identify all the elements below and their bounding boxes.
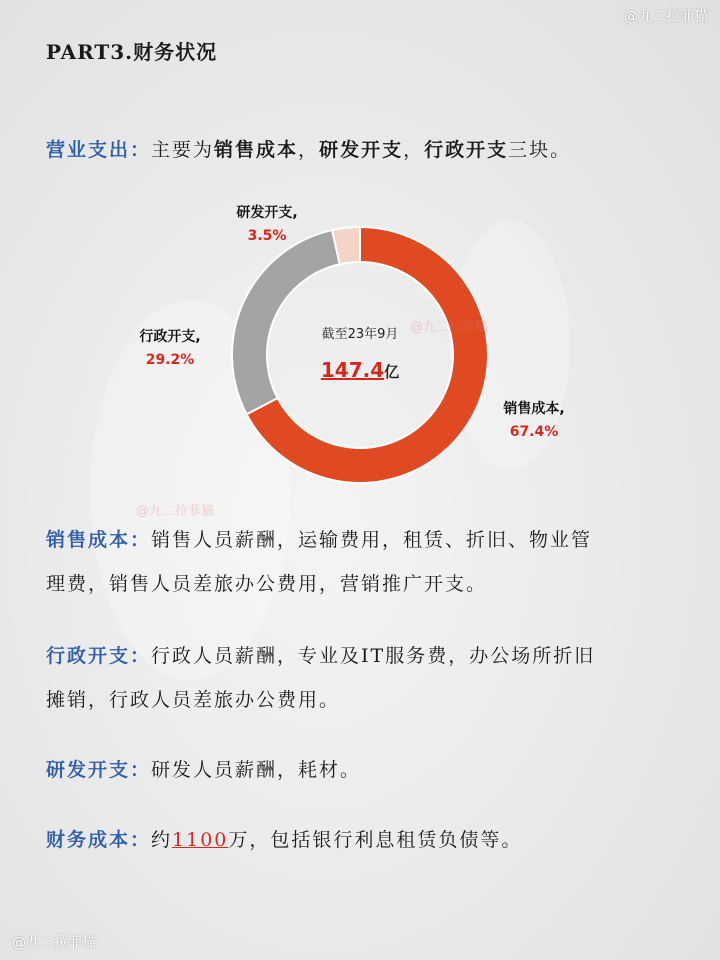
intro-sep-1: ，	[298, 139, 320, 161]
watermark-middle: @九二拉菲猫	[136, 504, 215, 519]
finance-amount: 1100	[172, 829, 229, 851]
slice-label-sales	[484, 398, 584, 440]
chart-center-date: 截至23年9月	[321, 327, 399, 342]
intro-sep-2: ，	[403, 139, 425, 161]
intro-text-a: 主要为	[151, 139, 215, 161]
intro-item-admin: 行政开支	[424, 139, 509, 161]
section-sales-label: 销售成本：	[46, 529, 152, 551]
intro-text-b: 三块。	[508, 139, 572, 161]
chart-center-total	[290, 358, 430, 382]
chart-center-value: 147.4	[320, 358, 385, 382]
finance-label: 财务成本：	[46, 829, 152, 851]
slice-name-rd: 研发开支,	[236, 205, 298, 221]
section-rd-line1: 研发人员薪酬，耗材。	[151, 759, 362, 781]
watermark-top: @九二拉菲猫	[624, 9, 708, 25]
section-admin-line1: 行政人员薪酬，专业及IT服务费，办公场所折旧	[151, 645, 596, 667]
slice-pct-rd: 3.5%	[247, 228, 287, 244]
section-sales-line2: 理费，销售人员差旅办公费用，营销推广开支。	[46, 573, 488, 595]
slice-name-sales: 销售成本,	[503, 401, 565, 417]
slice-label-rd	[222, 202, 312, 244]
intro-item-sales: 销售成本	[214, 139, 299, 161]
section-sales-line1: 销售人员薪酬，运输费用，租赁、折旧、物业管	[151, 529, 593, 551]
intro-item-rd: 研发开支	[319, 139, 404, 161]
watermark-bottom: @九二拉菲猫	[12, 935, 96, 951]
slice-pct-admin: 29.2%	[145, 352, 195, 368]
section-admin-label: 行政开支：	[46, 645, 152, 667]
slice-pct-sales: 67.4%	[509, 424, 559, 440]
section-admin	[46, 634, 686, 722]
slice-name-admin: 行政开支,	[139, 329, 201, 345]
section-rd	[46, 748, 686, 792]
finance-post: 万，包括银行利息租赁负债等。	[228, 829, 523, 851]
donut-hole	[268, 263, 452, 447]
finance-pre: 约	[151, 829, 173, 851]
watermark-chart: @九二拉菲猫	[410, 320, 489, 335]
slice-label-admin	[120, 326, 220, 368]
section-finance	[46, 818, 686, 862]
page-title: PART3.财务状况	[46, 40, 218, 64]
intro-label: 营业支出：	[46, 139, 152, 161]
chart-center-unit: 亿	[384, 363, 400, 381]
section-admin-line2: 摊销，行政人员差旅办公费用。	[46, 689, 341, 711]
section-sales	[46, 518, 686, 606]
section-rd-label: 研发开支：	[46, 759, 152, 781]
